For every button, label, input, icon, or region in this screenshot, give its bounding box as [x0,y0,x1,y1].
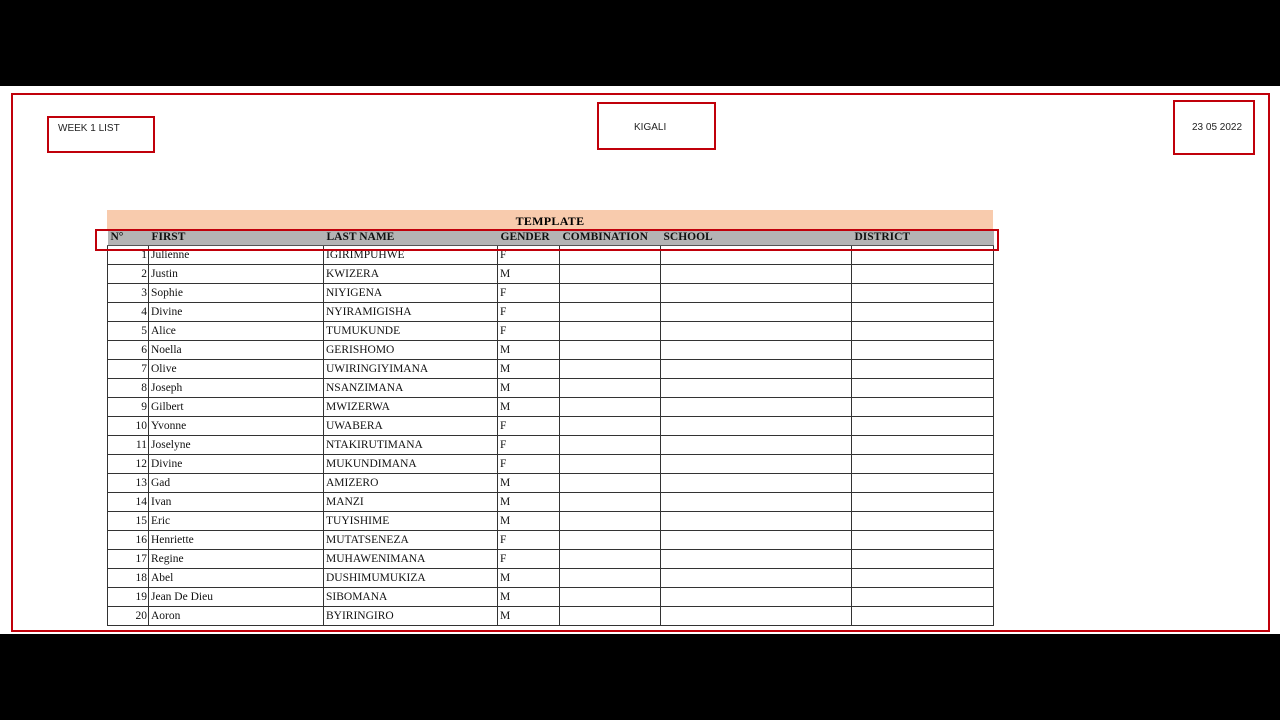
cell-number[interactable]: 8 [108,379,149,398]
cell-gender[interactable]: M [498,379,560,398]
cell-first-name[interactable]: Yvonne [149,417,324,436]
table-row [108,531,994,550]
cell-combination[interactable] [560,588,661,607]
cell-number[interactable]: 20 [108,607,149,626]
cell-school[interactable] [661,360,852,379]
cell-first-name[interactable]: Gad [149,474,324,493]
cell-first-name[interactable]: Justin [149,265,324,284]
city-label-box [597,102,716,150]
cell-district[interactable] [852,550,994,569]
cell-combination[interactable] [560,436,661,455]
cell-district[interactable] [852,588,994,607]
cell-district[interactable] [852,379,994,398]
cell-school[interactable] [661,341,852,360]
cell-gender[interactable]: F [498,550,560,569]
cell-district[interactable] [852,512,994,531]
column-header-first: FIRST [149,229,324,246]
cell-district[interactable] [852,360,994,379]
cell-combination[interactable] [560,607,661,626]
table-row [108,512,994,531]
cell-district[interactable] [852,455,994,474]
table-row [108,322,994,341]
cell-gender[interactable]: F [498,531,560,550]
table-row [108,474,994,493]
cell-district[interactable] [852,246,994,265]
cell-number[interactable]: 4 [108,303,149,322]
cell-district[interactable] [852,493,994,512]
cell-gender[interactable]: M [498,588,560,607]
cell-combination[interactable] [560,398,661,417]
cell-gender[interactable]: F [498,322,560,341]
column-header-combination: COMBINATION [560,229,661,246]
cell-school[interactable] [661,474,852,493]
cell-number[interactable]: 13 [108,474,149,493]
cell-combination[interactable] [560,569,661,588]
cell-school[interactable] [661,493,852,512]
cell-district[interactable] [852,474,994,493]
cell-district[interactable] [852,417,994,436]
cell-combination[interactable] [560,455,661,474]
cell-number[interactable]: 5 [108,322,149,341]
cell-first-name[interactable]: Julienne [149,246,324,265]
table-row [108,379,994,398]
cell-first-name[interactable]: Ivan [149,493,324,512]
cell-school[interactable] [661,379,852,398]
cell-district[interactable] [852,322,994,341]
cell-last-name[interactable]: MUHAWENIMANA [324,550,498,569]
cell-combination[interactable] [560,512,661,531]
cell-school[interactable] [661,550,852,569]
cell-number[interactable]: 16 [108,531,149,550]
cell-school[interactable] [661,284,852,303]
cell-school[interactable] [661,569,852,588]
cell-school[interactable] [661,303,852,322]
cell-last-name[interactable]: NSANZIMANA [324,379,498,398]
cell-number[interactable]: 14 [108,493,149,512]
week-label: WEEK 1 LIST [58,123,120,134]
cell-school[interactable] [661,322,852,341]
cell-district[interactable] [852,531,994,550]
cell-last-name[interactable]: MUKUNDIMANA [324,455,498,474]
column-header-district: DISTRICT [852,229,994,246]
cell-gender[interactable]: M [498,360,560,379]
cell-gender[interactable]: F [498,436,560,455]
cell-last-name[interactable]: UWABERA [324,417,498,436]
cell-combination[interactable] [560,246,661,265]
cell-combination[interactable] [560,322,661,341]
cell-number[interactable]: 11 [108,436,149,455]
cell-last-name[interactable]: NYIRAMIGISHA [324,303,498,322]
cell-combination[interactable] [560,474,661,493]
cell-first-name[interactable]: Abel [149,569,324,588]
cell-first-name[interactable]: Joseph [149,379,324,398]
cell-district[interactable] [852,607,994,626]
cell-gender[interactable]: M [498,569,560,588]
cell-gender[interactable]: M [498,493,560,512]
date-label-box [1173,100,1255,155]
cell-number[interactable]: 19 [108,588,149,607]
cell-school[interactable] [661,265,852,284]
date-label: 23 05 2022 [1192,122,1243,133]
cell-combination[interactable] [560,303,661,322]
cell-gender[interactable]: M [498,398,560,417]
cell-district[interactable] [852,436,994,455]
cell-first-name[interactable]: Aoron [149,607,324,626]
cell-school[interactable] [661,512,852,531]
cell-last-name[interactable]: KWIZERA [324,265,498,284]
cell-number[interactable]: 1 [108,246,149,265]
cell-combination[interactable] [560,550,661,569]
cell-gender[interactable]: M [498,607,560,626]
column-header-school: SCHOOL [661,229,852,246]
cell-district[interactable] [852,341,994,360]
cell-number[interactable]: 7 [108,360,149,379]
cell-last-name[interactable]: MANZI [324,493,498,512]
cell-first-name[interactable]: Divine [149,303,324,322]
city-label: KIGALI [634,122,667,133]
cell-school[interactable] [661,246,852,265]
cell-combination[interactable] [560,493,661,512]
cell-number[interactable]: 10 [108,417,149,436]
cell-gender[interactable]: F [498,455,560,474]
cell-school[interactable] [661,436,852,455]
document-page [0,86,1280,634]
cell-school[interactable] [661,588,852,607]
table-row [108,455,994,474]
table-row [108,303,994,322]
student-list-sheet [107,210,993,626]
cell-last-name[interactable]: DUSHIMUMUKIZA [324,569,498,588]
table-row [108,284,994,303]
cell-school[interactable] [661,531,852,550]
table-row [108,436,994,455]
cell-last-name[interactable]: TUMUKUNDE [324,322,498,341]
cell-first-name[interactable]: Divine [149,455,324,474]
table-row [108,341,994,360]
table-row [108,493,994,512]
cell-number[interactable]: 9 [108,398,149,417]
cell-district[interactable] [852,569,994,588]
column-header-last-name: LAST NAME [324,229,498,246]
cell-gender[interactable]: F [498,303,560,322]
cell-district[interactable] [852,398,994,417]
table-row [108,569,994,588]
cell-first-name[interactable]: Eric [149,512,324,531]
cell-school[interactable] [661,607,852,626]
cell-first-name[interactable]: Noella [149,341,324,360]
table-row [108,246,994,265]
cell-first-name[interactable]: Gilbert [149,398,324,417]
cell-last-name[interactable]: TUYISHIME [324,512,498,531]
cell-gender[interactable]: F [498,246,560,265]
cell-combination[interactable] [560,360,661,379]
cell-first-name[interactable]: Sophie [149,284,324,303]
cell-last-name[interactable]: NIYIGENA [324,284,498,303]
cell-school[interactable] [661,455,852,474]
cell-last-name[interactable]: MWIZERWA [324,398,498,417]
cell-gender[interactable]: M [498,265,560,284]
cell-gender[interactable]: M [498,341,560,360]
cell-combination[interactable] [560,265,661,284]
table-row [108,550,994,569]
table-row [108,588,994,607]
cell-gender[interactable]: F [498,284,560,303]
cell-number[interactable]: 18 [108,569,149,588]
cell-first-name[interactable]: Jean De Dieu [149,588,324,607]
sheet-title: TEMPLATE [107,210,993,229]
table-row [108,398,994,417]
cell-number[interactable]: 12 [108,455,149,474]
cell-first-name[interactable]: Regine [149,550,324,569]
student-table [107,229,994,626]
cell-number[interactable]: 17 [108,550,149,569]
cell-district[interactable] [852,265,994,284]
cell-last-name[interactable]: GERISHOMO [324,341,498,360]
cell-gender[interactable]: F [498,417,560,436]
cell-number[interactable]: 3 [108,284,149,303]
cell-last-name[interactable]: SIBOMANA [324,588,498,607]
cell-last-name[interactable]: BYIRINGIRO [324,607,498,626]
cell-school[interactable] [661,398,852,417]
column-header-number: N° [108,229,149,246]
cell-combination[interactable] [560,379,661,398]
cell-number[interactable]: 6 [108,341,149,360]
cell-first-name[interactable]: Alice [149,322,324,341]
cell-last-name[interactable]: AMIZERO [324,474,498,493]
table-row [108,607,994,626]
cell-number[interactable]: 2 [108,265,149,284]
cell-district[interactable] [852,303,994,322]
cell-combination[interactable] [560,284,661,303]
cell-number[interactable]: 15 [108,512,149,531]
table-row [108,265,994,284]
cell-last-name[interactable]: MUTATSENEZA [324,531,498,550]
table-row [108,360,994,379]
cell-gender[interactable]: M [498,474,560,493]
cell-last-name[interactable]: UWIRINGIYIMANA [324,360,498,379]
cell-combination[interactable] [560,531,661,550]
cell-combination[interactable] [560,341,661,360]
cell-first-name[interactable]: Henriette [149,531,324,550]
cell-school[interactable] [661,417,852,436]
table-row [108,417,994,436]
table-body [108,246,994,626]
cell-combination[interactable] [560,417,661,436]
week-label-box [47,116,155,153]
cell-last-name[interactable]: NTAKIRUTIMANA [324,436,498,455]
table-header-row [108,229,994,246]
column-header-gender: GENDER [498,229,560,246]
cell-gender[interactable]: M [498,512,560,531]
cell-district[interactable] [852,284,994,303]
cell-last-name[interactable]: IGIRIMPUHWE [324,246,498,265]
cell-first-name[interactable]: Joselyne [149,436,324,455]
cell-first-name[interactable]: Olive [149,360,324,379]
